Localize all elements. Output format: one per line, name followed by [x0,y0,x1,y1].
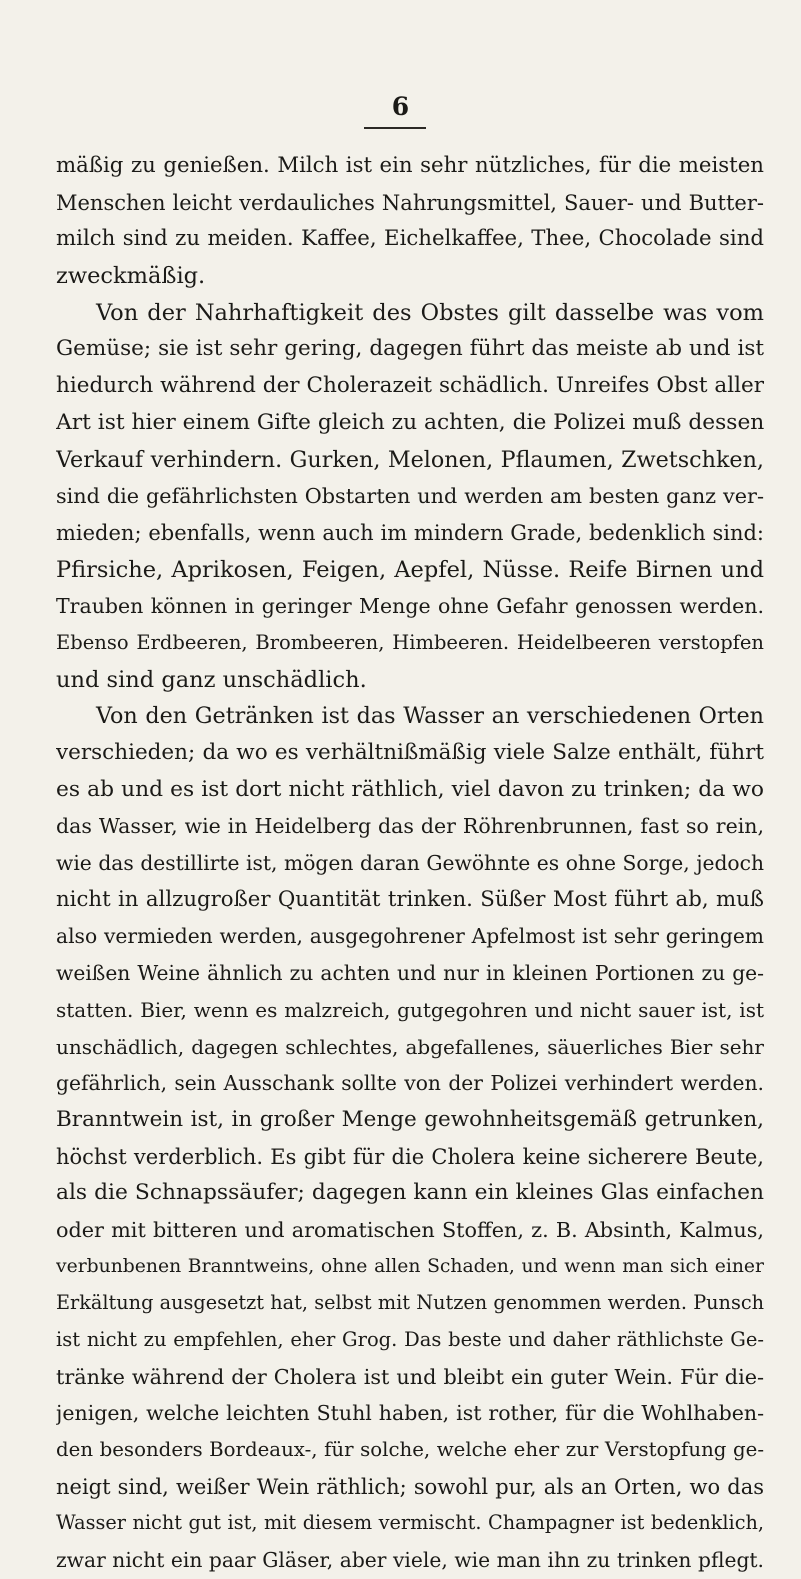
text-line: Verkauf verhindern. Gurken, Melonen, Pflaumen, Zwetschken, [56,446,764,473]
text-line: das Wasser, wie in Heidelberg das der Röhrenbrunnen, fast so rein, [56,814,764,839]
text-line: tränke während der Cholera ist und bleibt ein guter Wein. Für die- [56,1364,764,1389]
text-line: ist nicht zu empfehlen, eher Grog. Das beste und daher räthlichste Ge- [56,1328,764,1351]
text-line: Von den Getränken ist das Wasser an verschiedenen Orten [96,703,764,730]
text-line: also vermieden werden, ausgegohrener Apfelmost ist sehr geringem [56,924,764,949]
text-line: hiedurch während der Cholerazeit schädlich. Unreifes Obst aller [56,373,764,399]
text-line: den besonders Bordeaux-, für solche, welche eher zur Verstopfung ge- [56,1438,764,1462]
text-line: höchst verderblich. Es gibt für die Cholera keine sicherere Beute, [56,1144,764,1169]
text-line: weißen Weine ähnlich zu achten und nur in kleinen Portionen zu ge- [56,961,764,986]
text-line: Branntwein ist, in großer Menge gewohnheitsgemäß getrunken, [56,1106,764,1132]
text-line: als die Schnapssäufer; dagegen kann ein kleines Glas einfachen [56,1180,764,1206]
page-number-rule [364,127,426,129]
text-line: Menschen leicht verdauliches Nahrungsmittel, Sauer- und Butter- [56,190,764,215]
text-line: oder mit bitteren und aromatischen Stoffen, z. B. Absinth, Kalmus, [56,1217,764,1242]
text-line: Art ist hier einem Gifte gleich zu achten, die Polizei muß dessen [56,409,764,435]
text-line: und sind ganz unschädlich. [56,666,367,693]
text-line: verbunbenen Branntweins, ohne allen Schaden, und wenn man sich einer [56,1255,764,1277]
text-line: verschieden; da wo es verhältnißmäßig viele Salze enthält, führt [56,740,764,765]
text-line: Pfirsiche, Aprikosen, Feigen, Aepfel, Nüsse. Reife Birnen und [56,556,764,583]
text-line: statten. Bier, wenn es malzreich, gutgegohren und nicht sauer ist, ist [56,997,764,1022]
text-line: sind die gefährlichsten Obstarten und werden am besten ganz ver- [56,484,764,509]
text-line: Wasser nicht gut ist, mit diesem vermischt. Champagner ist bedenklich, [56,1511,764,1535]
text-line: mäßig zu genießen. Milch ist ein sehr nützliches, für die meisten [56,153,764,178]
text-line: Erkältung ausgesetzt hat, selbst mit Nutzen genommen werden. Punsch [56,1291,764,1315]
text-line: gefährlich, sein Ausschank sollte von der Polizei verhindert werden. [56,1071,764,1096]
text-line: neigt sind, weißer Wein räthlich; sowohl pur, als an Orten, wo das [56,1474,764,1499]
text-line: zweckmäßig. [56,263,206,290]
body-text [56,148,764,1579]
text-line: es ab und es ist dort nicht räthlich, viel davon zu trinken; da wo [56,776,764,802]
text-line: Trauben können in geringer Menge ohne Gefahr genossen werden. [56,594,764,619]
text-line: Ebenso Erdbeeren, Brombeeren, Himbeeren. Heidelbeeren verstopfen [56,630,764,654]
text-line: zwar nicht ein paar Gläser, aber viele, wie man ihn zu trinken pflegt. [56,1548,764,1573]
text-line: mieden; ebenfalls, wenn auch im mindern Grade, bedenklich sind: [56,520,764,545]
text-line: milch sind zu meiden. Kaffee, Eichelkaffee, Thee, Chocolade sind [56,226,764,252]
page-number: 6 [391,92,410,121]
text-line: wie das destillirte ist, mögen daran Gewöhnte es ohne Sorge, jedoch [56,851,764,876]
text-line: jenigen, welche leichten Stuhl haben, ist rother, für die Wohlhaben- [56,1401,764,1426]
text-line: nicht in allzugroßer Quantität trinken. Süßer Most führt ab, muß [56,886,764,912]
text-line: unschädlich, dagegen schlechtes, abgefallenes, säuerliches Bier sehr [56,1034,764,1059]
text-line: Von der Nahrhaftigkeit des Obstes gilt dasselbe was vom [96,299,764,326]
text-line: Gemüse; sie ist sehr gering, dagegen führt das meiste ab und ist [56,336,764,362]
